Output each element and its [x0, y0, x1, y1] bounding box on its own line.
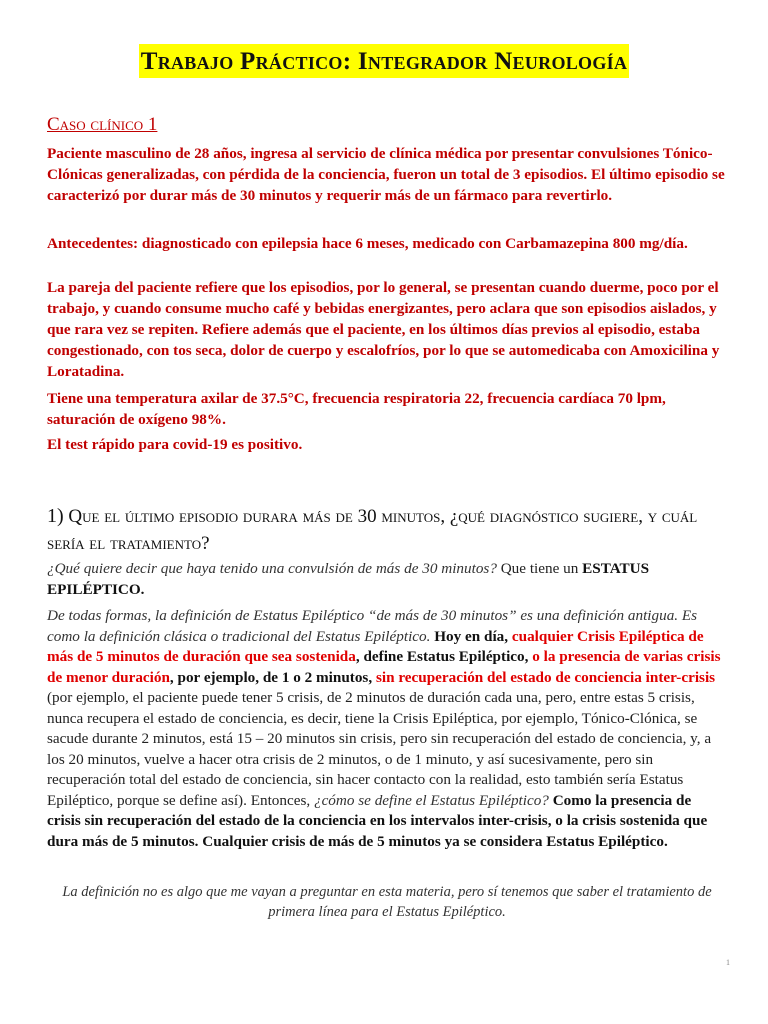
definition-question-italic: ¿cómo se define el Estatus Epiléptico? — [313, 791, 549, 809]
definition-bold-3: , por ejemplo, de 1 o 2 minutos, — [169, 668, 376, 686]
answer-text: Que tiene un — [496, 560, 583, 577]
answer-paragraph-2 — [47, 606, 727, 852]
question-text: Que el último episodio durara más de 30 minutos, ¿qué diagnóstico sugiere, y cuál sería el tratamiento? — [47, 506, 698, 554]
case-paragraph-context: La pareja del paciente refiere que los episodios, por lo general, se presentan cuando duerme, poco por el trabajo, y cuando consume mucho café y bebidas energizantes, pero aclara que son episodios aislados, y que rara vez se repiten. Refiere además que el paciente, en los últimos días previos al episodio, estaba congestionado, con tos seca, dolor de cuerpo y escalofríos, por lo que se automedicaba con Amoxicilina y Loratadina. — [47, 279, 720, 380]
question-1-heading — [47, 503, 727, 557]
answer-bold-diagnosis: ESTATUS EPILÉPTICO. — [47, 560, 650, 598]
document-title: Trabajo Práctico: Integrador Neurología — [139, 44, 630, 78]
definition-red-2: o la presencia de varias crisis de menor duración — [47, 648, 721, 686]
definition-example-text: (por ejemplo, el paciente puede tener 5 crisis, de 2 minutos de duración cada una, pero, entre estas 5 crisis, nunca recupera el estado de conciencia, es decir, tiene la Crisis Epiléptica, por ejemplo, Tónico-Clónica, se sacude durante 2 minutos, está 15 – 20 minutos sin crisis, pero sin recuperación del estado de conciencia, y, a los 20 minutos, vuelve a hacer otra crisis de 2 minutos, o de 1 minuto, y así sucesivamente, pero sin recuperación total del estado de conciencia, sin hacer contacto con la realidad, esto también sería Estatus Epiléptico, porque se define así). Entonces, — [47, 689, 712, 809]
definition-red-1: cualquier Crisis Epiléptica de más de 5 minutos de duración que sea sostenida — [47, 627, 704, 665]
definition-bold-1: Hoy en día, — [430, 627, 512, 645]
definition-bold-4: Como la presencia de crisis sin recuperación del estado de la conciencia en los intervalos inter-crisis, o la crisis sostenida que dura más de 5 minutos. Cualquier crisis de más de 5 minutos ya se considera Estatus Epiléptico. — [47, 791, 708, 850]
page-number: 1 — [726, 958, 730, 967]
definition-red-3: sin recuperación del estado de conciencia inter-crisis — [375, 668, 716, 686]
title-container — [0, 44, 768, 78]
case-paragraph-vitals: Tiene una temperatura axilar de 37.5°C, frecuencia respiratoria 22, frecuencia cardíaca 70 lpm, saturación de oxígeno 98%. — [47, 390, 666, 428]
definition-italic: De todas formas, la definición de Estatus Epiléptico “de más de 30 minutos” es una definición antigua. Es como la definición clásica o tradicional del Estatus Epiléptico. — [47, 607, 698, 645]
case-paragraph-history: Antecedentes: diagnosticado con epilepsia hace 6 meses, medicado con Carbamazepina 800 mg/día. — [47, 235, 688, 252]
case-paragraph-covid: El test rápido para covid-19 es positivo. — [47, 436, 303, 453]
answer-question-italic: ¿Qué quiere decir que haya tenido una convulsión de más de 30 minutos? — [47, 560, 497, 577]
case-paragraph-presentation: Paciente masculino de 28 años, ingresa al servicio de clínica médica por presentar convulsiones Tónico-Clónicas generalizadas, con pérdida de la conciencia, fueron un total de 3 episodios. El último episodio se caracterizó por durar más de 30 minutos y requerir más de un fármaco para revertirlo. — [47, 145, 725, 204]
definition-bold-2: , define Estatus Epiléptico, — [355, 648, 533, 665]
case-heading: Caso clínico 1 — [47, 114, 158, 135]
answer-paragraph-1 — [47, 559, 727, 600]
question-number: 1) — [47, 505, 64, 527]
footnote-italic: La definición no es algo que me vayan a preguntar en esta materia, pero sí tenemos que saber el tratamiento de primera línea para el Estatus Epiléptico. — [62, 884, 712, 920]
